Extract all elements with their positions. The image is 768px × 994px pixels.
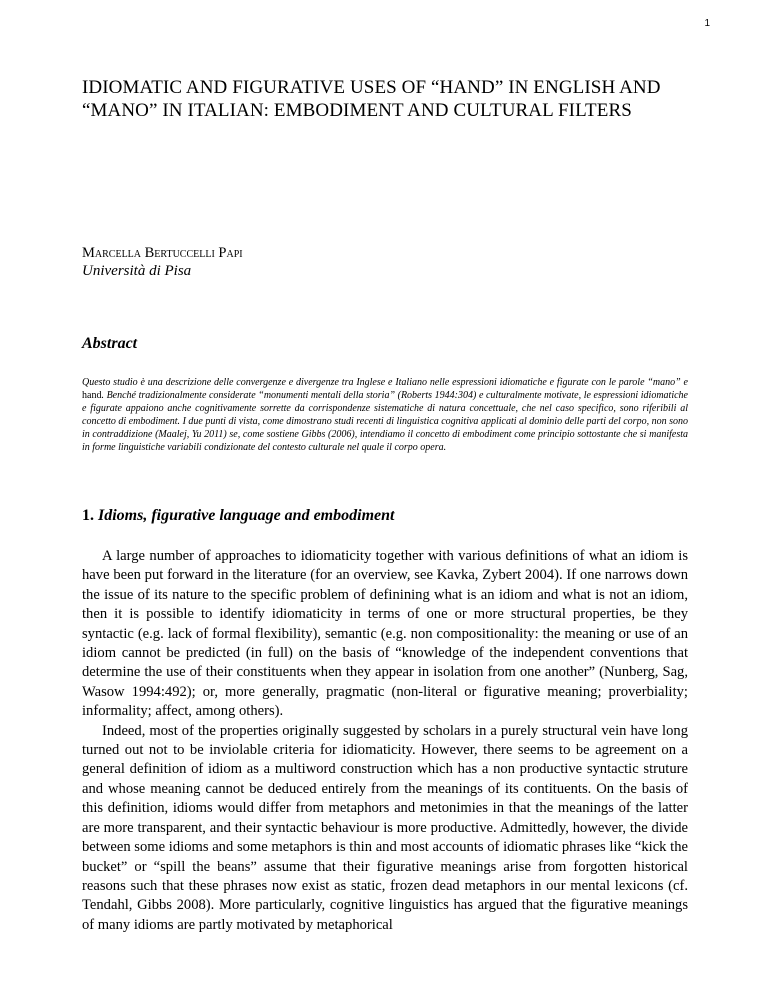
abstract-text [82,376,688,454]
page-number: 1 [704,18,710,29]
section-heading [82,507,394,525]
section-number: 1. [82,507,94,524]
body-paragraph-1: A large number of approaches to idiomaticity together with various definitions of what an idiom is have been put forward in the literature (for an overview, see Kavka, Zybert 2004). If one narrows down the issue of its nature to the specific problem of definining what is an idiom and what is not an idiom, then it is possible to identify idiomaticity in terms of one or more structural properties, be they syntactic (e.g. lack of formal flexibility), semantic (e.g. non compositionality: the meaning or use of an idiom cannot be predicted (in full) on the basis of “knowledge of the independent conventions that determine the use of their constituents when they appear in isolation from one another” (Nunberg, Sag, Wasow 1994:492); or, more generally, pragmatic (non-literal or figurative meaning; proverbiality; informality; affect, among others). [82,548,688,720]
paper-title: IDIOMATIC AND FIGURATIVE USES OF “HAND” IN ENGLISH AND “MANO” IN ITALIAN: EMBODIMENT AND CULTURAL FILTERS [82,77,661,121]
abstract-heading: Abstract [82,335,138,352]
abstract-text-part2: . Benché tradizionalmente considerate “monumenti mentali della storia” (Roberts 1944:304) e culturalmente motivate, le espressioni idiomatiche e figurate appaiono anche cognitivamente sorrette da corrispondenze sistematiche di natura concettuale, che nel caso specifico, sono riferibili al concetto di embodiment. I due punti di vista, come dimostrano studi recenti di linguistica cognitiva applicati al dominio delle parti del corpo, non sono in contraddizione (Maalej, Yu 2011) se, come sostiene Gibbs (2006), intendiamo il concetto di embodiment come principio sottostante che si manifesta in forme linguistiche variabili condizionate del contesto culturale nel quale il corpo opera. [82,390,688,453]
section-body [82,547,688,935]
abstract-text-hand: hand [82,390,102,401]
section-title: Idioms, figurative language and embodiment [98,507,395,524]
abstract-text-part1: Questo studio è una descrizione delle convergenze e divergenze tra Inglese e Italiano nelle espressioni idiomatiche e figurate con le parole “mano” e [82,377,688,388]
author-name: Marcella Bertuccelli Papi [82,245,243,261]
body-paragraph-2: Indeed, most of the properties originally suggested by scholars in a purely structural vein have long turned out not to be inviolable criteria for idiomaticity. However, there seems to be agreement on a general definition of idiom as a multiword construction which has a non productive syntactic struture and whose meaning cannot be deduced entirely from the meanings of its contituents. On the basis of this definition, idioms would differ from metaphors and metonimies in that the meanings of the latter are more transparent, and their syntactic behaviour is more productive. Admittedly, however, the divide between some idioms and some metaphors is thin and most accounts of idiomatic phrases like “kick the bucket” or “spill the beans” assume that their figurative meanings arise from forgotten historical reasons such that these phrases now exist as static, frozen dead metaphors in our mental lexicons (cf. Tendahl, Gibbs 2008). More particularly, cognitive linguistics has argued that the figurative meanings of many idioms are partly motivated by metaphorical [82,722,688,933]
author-affiliation: Università di Pisa [82,263,192,279]
